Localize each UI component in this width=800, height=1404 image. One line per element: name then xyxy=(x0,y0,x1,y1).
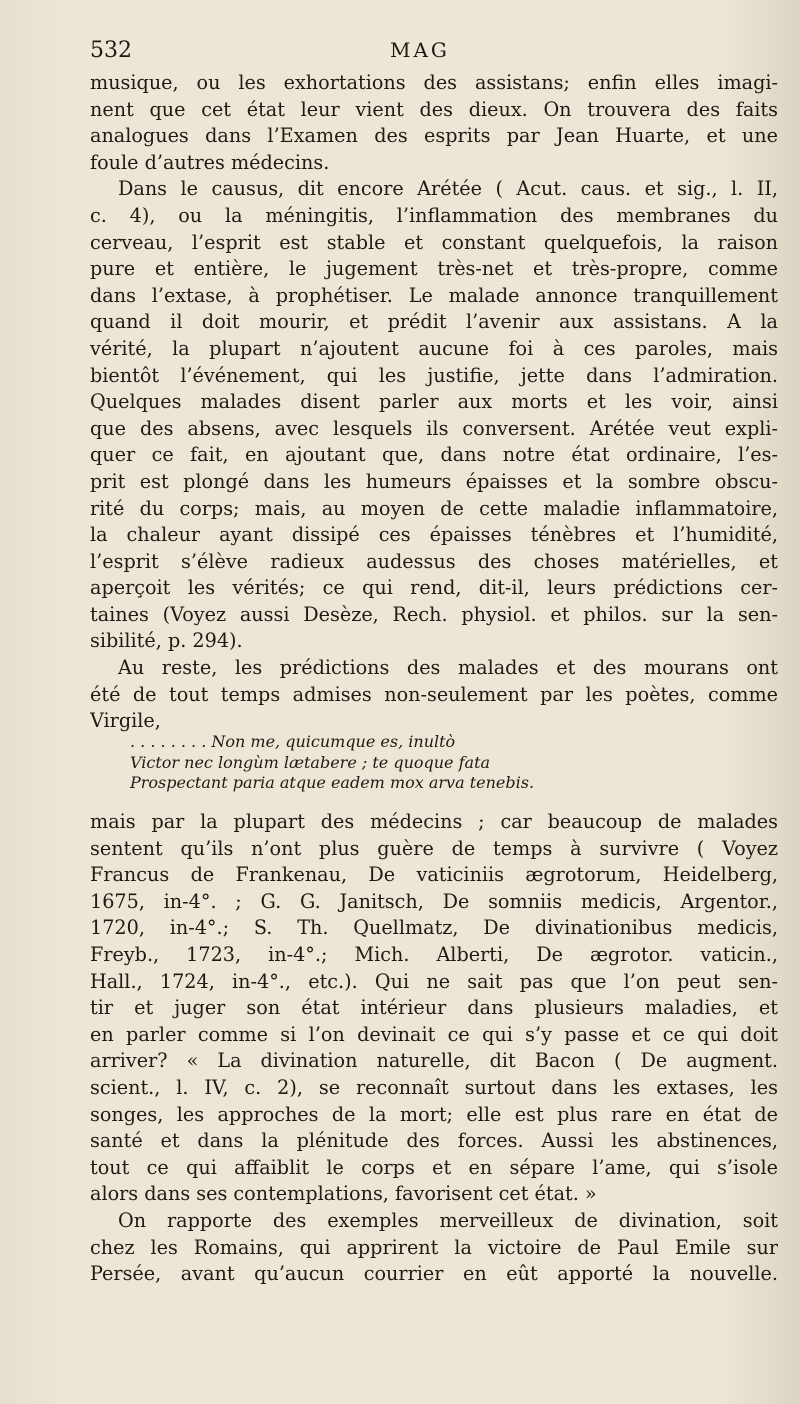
text-line: sentent qu’ils n’ont plus guère de temps à survivre ( Voyez xyxy=(90,836,778,860)
text-line: Freyb., 1723, in-4°.; Mich. Alberti, De ægrotor. vaticin., xyxy=(90,942,778,966)
text-line: que des absens, avec lesquels ils conversent. Arétée veut expli- xyxy=(90,416,778,440)
text-line: nent que cet état leur vient des dieux. On trouvera des faits xyxy=(90,97,778,121)
text-line: alors dans ses contemplations, favorisent cet état. » xyxy=(90,1182,597,1206)
text-line: 1720, in-4°.; S. Th. Quellmatz, De divinationibus medicis, xyxy=(90,916,778,940)
text-line: vérité, la plupart n’ajoutent aucune foi à ces paroles, mais xyxy=(90,336,778,360)
text-block-upper xyxy=(90,70,778,735)
text-line: foule d’autres médecins. xyxy=(90,150,330,174)
text-line: santé et dans la plénitude des forces. Aussi les abstinences, xyxy=(90,1129,778,1153)
text-line: été de tout temps admises non-seulement par les poètes, comme xyxy=(90,682,778,706)
running-head: MAG xyxy=(390,38,450,62)
text-line: Persée, avant qu’aucun courrier en eût apporté la nouvelle. xyxy=(90,1262,778,1286)
text-line: dans l’extase, à prophétiser. Le malade annonce tranquillement xyxy=(90,283,778,307)
text-line: analogues dans l’Examen des esprits par Jean Huarte, et une xyxy=(90,124,778,148)
page-header xyxy=(90,38,778,68)
text-line: mais par la plupart des médecins ; car beaucoup de malades xyxy=(90,810,778,833)
text-line: bientôt l’événement, qui les justifie, jette dans l’admiration. xyxy=(90,363,778,387)
text-line: aperçoit les vérités; ce qui rend, dit-il, leurs prédictions cer- xyxy=(90,576,778,600)
text-line: c. 4), ou la méningitis, l’inflammation des membranes du xyxy=(90,203,778,227)
text-line: sibilité, p. 294). xyxy=(90,629,243,653)
text-line: quand il doit mourir, et prédit l’avenir aux assistans. A la xyxy=(90,310,778,334)
verse-line: Prospectant paria atque eadem mox arva tenebis. xyxy=(130,773,535,792)
verse-line: . . . . . . . . Non me, quicumque es, inultò xyxy=(130,732,456,751)
text-line: scient., l. IV, c. 2), se reconnaît surtout dans les extases, les xyxy=(90,1075,778,1099)
text-line: Francus de Frankenau, De vaticiniis ægrotorum, Heidelberg, xyxy=(90,863,778,887)
text-line: Hall., 1724, in-4°., etc.). Qui ne sait pas que l’on peut sen- xyxy=(90,969,778,993)
text-line: tout ce qui affaiblit le corps et en sépare l’ame, qui s’isole xyxy=(90,1155,778,1179)
verse-quotation xyxy=(130,732,630,794)
text-line: l’esprit s’élève radieux audessus des choses matérielles, et xyxy=(90,549,778,573)
text-line: prit est plongé dans les humeurs épaisses et la sombre obscu- xyxy=(90,469,778,493)
text-line: Au reste, les prédictions des malades et des mourans ont xyxy=(118,656,778,680)
verse-line: Victor nec longùm lætabere ; te quoque fata xyxy=(130,752,491,772)
text-block-lower xyxy=(90,809,778,1288)
text-line: Quelques malades disent parler aux morts et les voir, ainsi xyxy=(90,390,778,414)
text-line: arriver? « La divination naturelle, dit Bacon ( De augment. xyxy=(90,1049,778,1073)
text-line: en parler comme si l’on devinait ce qui s’y passe et ce qui doit xyxy=(90,1022,778,1046)
text-line: 1675, in-4°. ; G. G. Janitsch, De somniis medicis, Argentor., xyxy=(90,889,778,913)
text-line: musique, ou les exhortations des assistans; enfin elles imagi- xyxy=(90,71,778,94)
text-line: songes, les approches de la mort; elle est plus rare en état de xyxy=(90,1102,778,1126)
text-line: tir et juger son état intérieur dans plusieurs maladies, et xyxy=(90,996,778,1020)
text-line: cerveau, l’esprit est stable et constant quelquefois, la raison xyxy=(90,230,778,254)
text-line: quer ce fait, en ajoutant que, dans notre état ordinaire, l’es- xyxy=(90,443,778,467)
text-line: pure et entière, le jugement très-net et très-propre, comme xyxy=(90,257,778,281)
page-number: 532 xyxy=(90,38,132,63)
text-line: rité du corps; mais, au moyen de cette maladie inflammatoire, xyxy=(90,496,778,520)
text-line: taines (Voyez aussi Desèze, Rech. physiol. et philos. sur la sen- xyxy=(90,602,778,626)
text-line: Virgile, xyxy=(90,709,161,733)
text-line: chez les Romains, qui apprirent la victoire de Paul Emile sur xyxy=(90,1235,778,1259)
text-line: Dans le causus, dit encore Arétée ( Acut. caus. et sig., l. II, xyxy=(118,177,778,201)
text-line: On rapporte des exemples merveilleux de divination, soit xyxy=(118,1208,778,1232)
text-line: la chaleur ayant dissipé ces épaisses ténèbres et l’humidité, xyxy=(90,523,778,547)
